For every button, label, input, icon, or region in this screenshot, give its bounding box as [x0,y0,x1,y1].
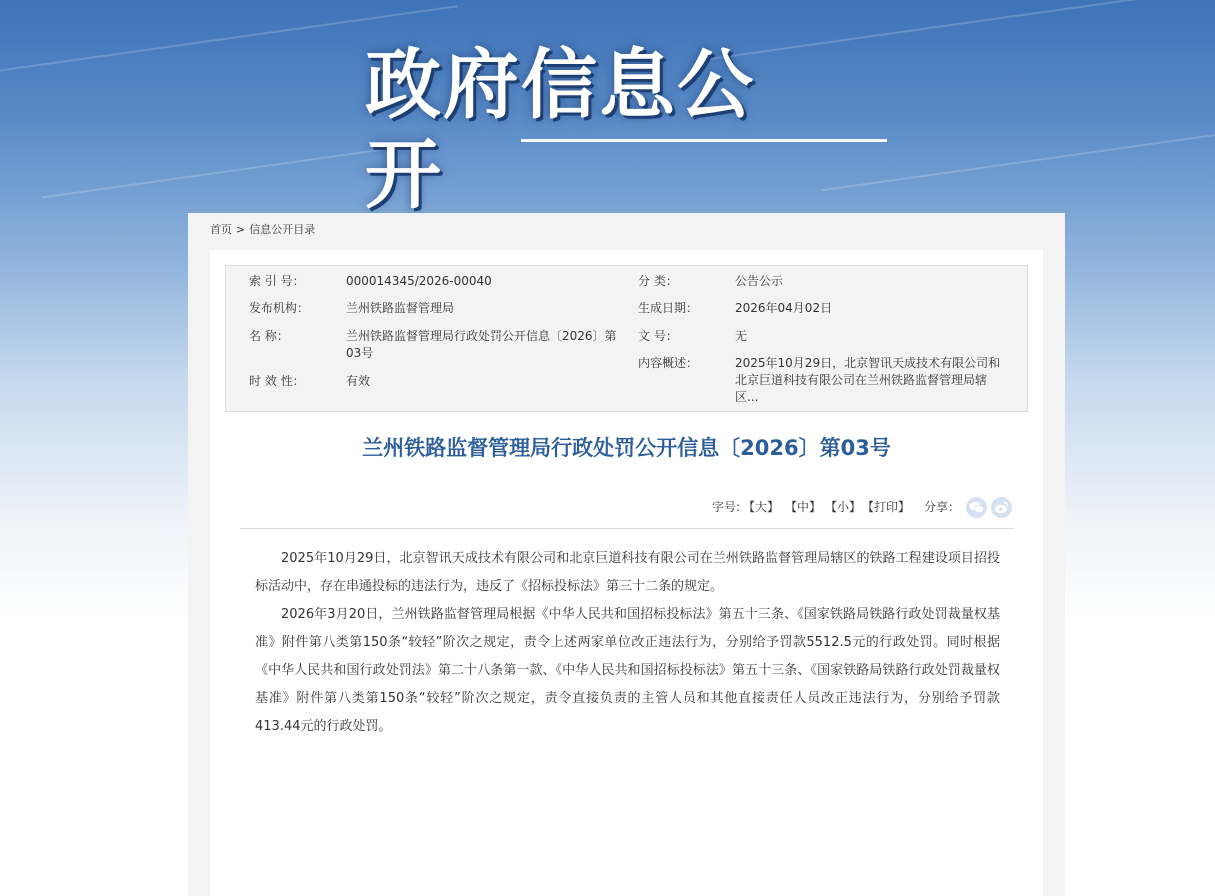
font-small-button[interactable]: 【小】 [825,500,862,514]
breadcrumb-separator: > [236,223,246,236]
publisher-label: 发布机构： [249,301,310,315]
date-value: 2026年04月02日 [735,301,833,315]
title-divider [240,528,1013,529]
breadcrumb-current[interactable]: 信息公开目录 [249,223,316,236]
share-label: 分享： [924,500,961,514]
article-container [210,250,1043,896]
article-body [255,545,1000,741]
date-label: 生成日期： [638,301,699,315]
font-medium-button[interactable]: 【中】 [785,500,822,514]
validity-label: 时 效 性： [249,374,305,388]
category-label: 分 类： [638,274,678,288]
docno-label: 文 号： [638,329,678,343]
wechat-icon[interactable] [966,497,987,518]
print-button[interactable]: 【打印】 [862,500,911,514]
index-value: 000014345/2026-00040 [346,274,492,288]
validity-value: 有效 [346,374,371,388]
publisher-value: 兰州铁路监督管理局 [346,301,455,315]
name-label: 名 称： [249,329,289,343]
docno-value: 无 [735,329,748,343]
metadata-table [225,265,1028,412]
banner-title: 政府信息公开 [365,40,755,213]
content-panel [188,213,1065,896]
font-large-button[interactable]: 【大】 [743,500,780,514]
breadcrumb-home[interactable]: 首页 [210,223,232,236]
banner-underline [521,139,887,142]
banner-streak [42,144,419,199]
weibo-icon[interactable] [991,497,1012,518]
summary-label: 内容概述： [638,356,699,370]
breadcrumb [210,223,315,237]
index-label: 索 引 号： [249,274,305,288]
paragraph: 2026年3月20日，兰州铁路监督管理局根据《中华人民共和国招标投标法》第五十三条、《国家铁路局铁路行政处罚裁量权基准》附件第八类第150条“较轻”阶次之规定，责令上述两家单位改正违法行为，分别给予罚款5512.5元的行政处罚。同时根据《中华人民共和国行政处罚法》第二十八条第一款、《中华人民共和国招标投标法》第五十三条、《国家铁路局铁路行政处罚裁量权基准》附件第八类第150条“较轻”阶次之规定，责令直接负责的主管人员和其他直接责任人员改正违法行为，分别给予罚款413.44元的行政处罚。 [255,607,1000,734]
category-value: 公告公示 [735,274,784,288]
font-size-label: 字号: [712,500,741,514]
summary-value: 2025年10月29日，北京智讯天成技术有限公司和北京巨道科技有限公司在兰州铁路监督管理局辖区... [735,356,1001,404]
paragraph: 2025年10月29日，北京智讯天成技术有限公司和北京巨道科技有限公司在兰州铁路监督管理局辖区的铁路工程建设项目招投标活动中，存在串通投标的违法行为，违反了《招标投标法》第三十二条的规定。 [255,551,1000,594]
document-title: 兰州铁路监督管理局行政处罚公开信息〔2026〕第03号 [362,436,891,460]
banner [0,0,1215,213]
article-toolbar [712,493,1032,523]
name-value: 兰州铁路监督管理局行政处罚公开信息〔2026〕第03号 [346,329,617,360]
